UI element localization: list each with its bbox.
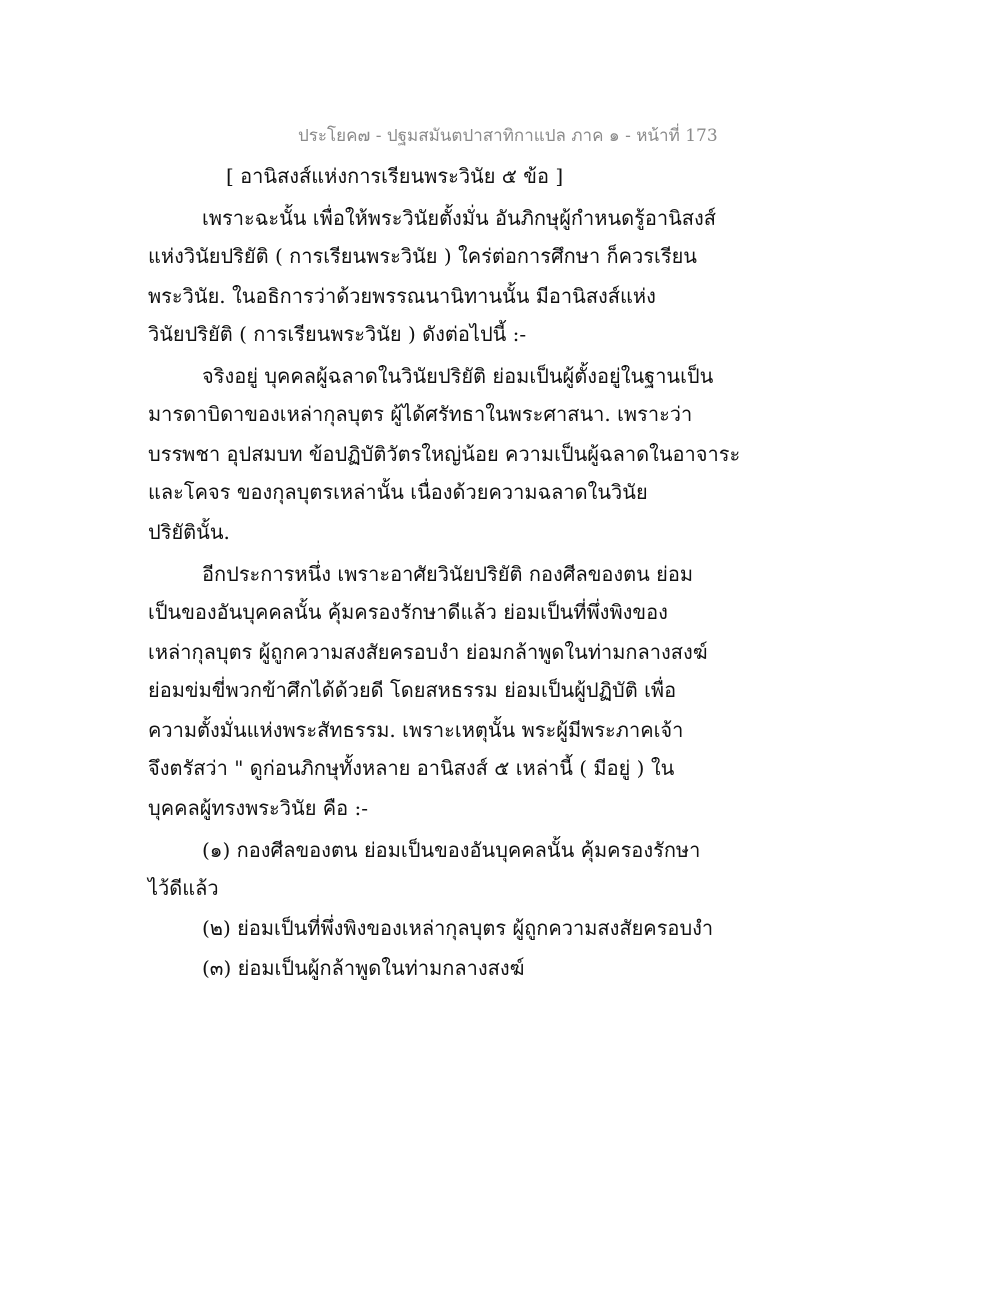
list-item-3: (๓) ย่อมเป็นผู้กล้าพูดในท่ามกลางสงฆ์	[202, 956, 525, 980]
paragraph-1-line-1: เพราะฉะนั้น เพื่อให้พระวินัยตั้งมั่น อันภิกษุผู้กำหนดรู้อานิสงส์	[202, 206, 716, 230]
section-heading: [ อานิสงส์แห่งการเรียนพระวินัย ๕ ข้อ ]	[226, 164, 564, 188]
paragraph-3-line-4: ย่อมข่มขี่พวกข้าศึกได้ด้วยดี โดยสหธรรม ย่อมเป็นผู้ปฏิบัติ เพื่อ	[148, 678, 677, 702]
paragraph-1-line-2: แห่งวินัยปริยัติ ( การเรียนพระวินัย ) ใคร่ต่อการศึกษา ก็ควรเรียน	[148, 244, 697, 268]
paragraph-2-line-5: ปริยัตินั้น.	[148, 520, 230, 544]
paragraph-3-line-5: ความตั้งมั่นแห่งพระสัทธรรม. เพราะเหตุนั้น พระผู้มีพระภาคเจ้า	[148, 718, 684, 742]
paragraph-2-line-2: มารดาบิดาของเหล่ากุลบุตร ผู้ได้ศรัทธาในพระศาสนา. เพราะว่า	[148, 402, 693, 426]
paragraph-3-line-7: บุคคลผู้ทรงพระวินัย คือ :-	[148, 796, 369, 820]
paragraph-3-line-3: เหล่ากุลบุตร ผู้ถูกความสงสัยครอบงำ ย่อมกล้าพูดในท่ามกลางสงฆ์	[148, 640, 708, 664]
running-header: ประโยค๗ - ปฐมสมันตปาสาทิกาแปล ภาค ๑ - หน้าที่ 173	[298, 126, 718, 146]
paragraph-3-line-6: จึงตรัสว่า " ดูก่อนภิกษุทั้งหลาย อานิสงส์ ๕ เหล่านี้ ( มีอยู่ ) ใน	[148, 756, 675, 780]
list-item-1-line-1: (๑) กองศีลของตน ย่อมเป็นของอันบุคคลนั้น คุ้มครองรักษา	[202, 838, 701, 862]
paragraph-1-line-3: พระวินัย. ในอธิการว่าด้วยพรรณนานิทานนั้น มีอานิสงส์แห่ง	[148, 284, 656, 308]
list-item-2: (๒) ย่อมเป็นที่พึ่งพิงของเหล่ากุลบุตร ผู้ถูกความสงสัยครอบงำ	[202, 916, 714, 940]
paragraph-3-line-2: เป็นของอันบุคคลนั้น คุ้มครองรักษาดีแล้ว ย่อมเป็นที่พึ่งพิงของ	[148, 600, 668, 624]
paragraph-2-line-3: บรรพชา อุปสมบท ข้อปฏิบัติวัตรใหญ่น้อย ความเป็นผู้ฉลาดในอาจาระ	[148, 442, 741, 466]
paragraph-2-line-4: และโคจร ของกุลบุตรเหล่านั้น เนื่องด้วยความฉลาดในวินัย	[148, 480, 648, 504]
paragraph-2-line-1: จริงอยู่ บุคคลผู้ฉลาดในวินัยปริยัติ ย่อมเป็นผู้ตั้งอยู่ในฐานเป็น	[202, 364, 714, 388]
paragraph-3-line-1: อีกประการหนึ่ง เพราะอาศัยวินัยปริยัติ กองศีลของตน ย่อม	[202, 562, 694, 586]
paragraph-1-line-4: วินัยปริยัติ ( การเรียนพระวินัย ) ดังต่อไปนี้ :-	[148, 322, 527, 346]
list-item-1-line-2: ไว้ดีแล้ว	[148, 876, 219, 900]
